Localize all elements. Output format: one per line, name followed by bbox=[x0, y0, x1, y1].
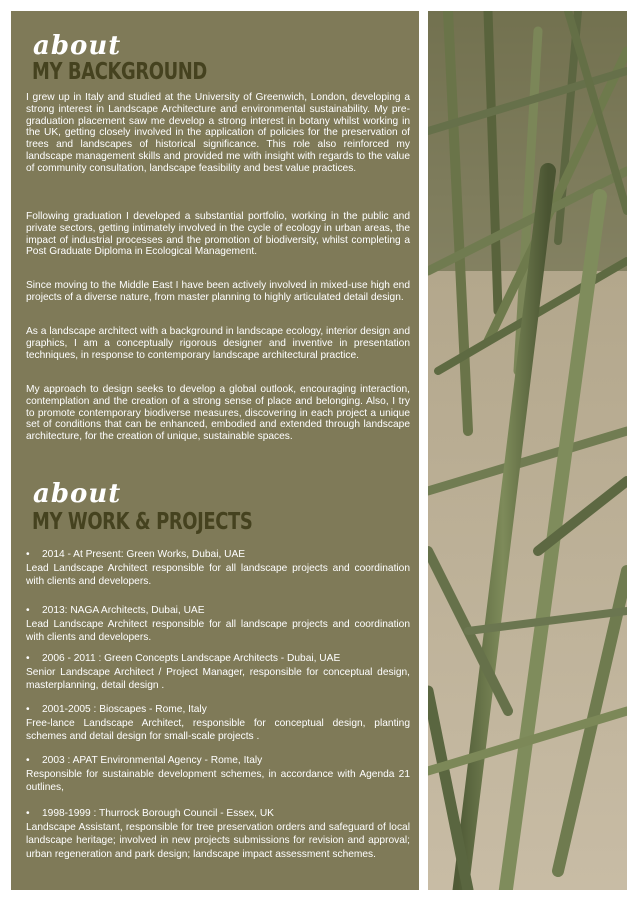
background-paragraph-2: Following graduation I developed a substantial portfolio, working in the public and private sectors, getting intimately involved in the cycle of ecology in urban areas, the impact of industrial processes and the promotion of biodiversity, whilst completing a Post Graduate Diploma in Ecological Management. bbox=[26, 211, 410, 258]
job-entry bbox=[26, 548, 410, 589]
background-paragraph-3: Since moving to the Middle East I have been actively involved in mixed-use high end projects of a diverse nature, from master planning to highly articulated detail design. bbox=[26, 280, 410, 303]
sansevieria-plants-image bbox=[428, 11, 627, 890]
job-entry bbox=[26, 604, 410, 645]
job-dates: • 1998-1999 : Thurrock Borough Council - Essex, UK bbox=[26, 808, 274, 819]
job-entry bbox=[26, 754, 410, 795]
plant-photo bbox=[428, 11, 627, 890]
work-heading: MY WORK & PROJECTS bbox=[32, 509, 253, 535]
job-entry bbox=[26, 652, 410, 693]
background-heading: MY BACKGROUND bbox=[32, 59, 207, 85]
job-dates: • 2001-2005 : Bioscapes - Rome, Italy bbox=[26, 704, 207, 715]
work-script-label: about bbox=[33, 479, 122, 509]
background-paragraph-4: As a landscape architect with a background in landscape ecology, interior design and graphics, I am a conceptually rigorous designer and inventive in presentation techniques, in response to contemporary landscape architectural practice. bbox=[26, 326, 410, 361]
job-dates: • 2006 - 2011 : Green Concepts Landscape Architects - Dubai, UAE bbox=[26, 653, 341, 664]
job-entry bbox=[26, 807, 410, 861]
job-entry bbox=[26, 703, 410, 744]
background-script-label: about bbox=[33, 31, 122, 61]
background-paragraph-5: My approach to design seeks to develop a global outlook, encouraging interaction, contemplation and the creation of a strong sense of place and belonging. Also, I try to promote contemporary biodiverse measures, discovering in each project a unique set of conditions that can be enhanced, embodied and extended through landscape architecture, for the creation of unique, sustainable spaces. bbox=[26, 384, 410, 443]
text-panel bbox=[11, 11, 419, 890]
job-description: Lead Landscape Architect responsible for all landscape projects and coordination with clients and developers. bbox=[26, 618, 410, 643]
job-dates: • 2013: NAGA Architects, Dubai, UAE bbox=[26, 605, 205, 616]
job-description: Landscape Assistant, responsible for tree preservation orders and safeguard of local landscape heritage; involved in new projects submissions for revision and approval; urban regeneration and park design; landscape impact assessment schemes. bbox=[26, 821, 410, 860]
job-description: Responsible for sustainable development schemes, in accordance with Agenda 21 outlines, bbox=[26, 768, 410, 793]
job-description: Senior Landscape Architect / Project Manager, responsible for conceptual design, masterplanning, detail design . bbox=[26, 666, 410, 691]
bullet: • bbox=[26, 653, 30, 664]
bullet: • bbox=[26, 605, 30, 616]
job-dates: • 2003 : APAT Environmental Agency - Rome, Italy bbox=[26, 755, 263, 766]
job-description: Lead Landscape Architect responsible for all landscape projects and coordination with clients and developers. bbox=[26, 562, 410, 587]
bullet: • bbox=[26, 549, 30, 560]
bullet: • bbox=[26, 755, 30, 766]
bullet: • bbox=[26, 704, 30, 715]
job-description: Free-lance Landscape Architect, responsible for conceptual design, planting schemes and detail design for small-scale projects . bbox=[26, 717, 410, 742]
job-dates: • 2014 - At Present: Green Works, Dubai, UAE bbox=[26, 549, 246, 560]
bullet: • bbox=[26, 808, 30, 819]
background-paragraph-1: I grew up in Italy and studied at the University of Greenwich, London, developing a strong interest in Landscape Architecture and environmental sustainability. My pre-graduation placement saw me develop a strong interest in botany whilst working in the UK, getting closely involved in the application of policies for the preservation of trees and landscapes of historical significance. This role also reinforced my landscape management skills and provided me with insight with regards to the value of community consultation, landscape feasibility and best value practices. bbox=[26, 92, 410, 174]
